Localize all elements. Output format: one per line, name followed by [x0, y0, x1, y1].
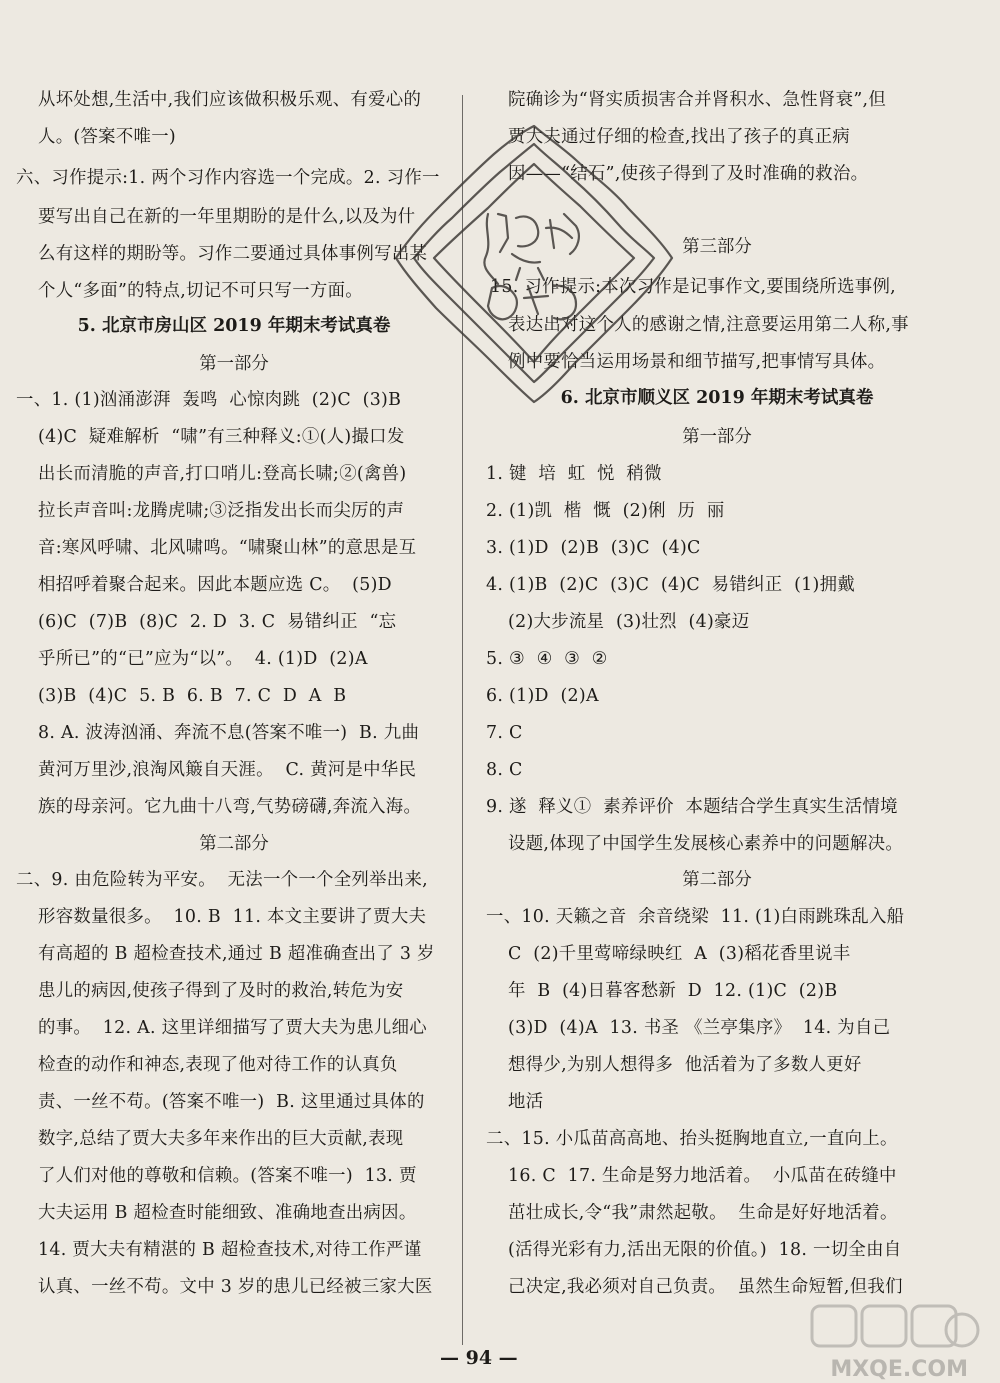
- text-line: 茁壮成长,令“我”肃然起敬。 生命是好好地活着。: [508, 1203, 898, 1223]
- text-line: 5. ③ ④ ③ ②: [486, 649, 608, 669]
- text-line: 的事。 12. A. 这里详细描写了贾大夫为患儿细心: [38, 1018, 427, 1038]
- part-heading: 第二部分: [682, 870, 752, 890]
- text-line: 9. 遂 释义① 素养评价 本题结合学生真实生活情境: [486, 797, 898, 817]
- text-line: 想得少,为别人想得多 他活着为了多数人更好: [508, 1055, 862, 1075]
- text-line: 二、15. 小瓜苗高高地、抬头挺胸地直立,一直向上。: [486, 1129, 898, 1149]
- text-line: 16. C 17. 生命是努力地活着。 小瓜苗在砖缝中: [508, 1166, 897, 1186]
- text-line: 二、9. 由危险转为平安。 无法一个一个全列举出来,: [16, 870, 429, 890]
- text-line: 有高超的 B 超检查技术,通过 B 超准确查出了 3 岁: [38, 944, 435, 964]
- text-line: 一、1. (1)汹涌澎湃 轰鸣 心惊肉跳 (2)C (3)B: [16, 390, 402, 410]
- text-line: 数字,总结了贾大夫多年来作出的巨大贡献,表现: [38, 1129, 404, 1149]
- text-line: 6. (1)D (2)A: [486, 686, 599, 706]
- text-line: 院确诊为“肾实质损害合并肾积水、急性肾衰”,但: [508, 90, 887, 110]
- text-line: 音:寒风呼啸、北风啸鸣。“啸聚山林”的意思是互: [38, 538, 417, 558]
- text-line: 么有这样的期盼等。习作二要通过具体事例写出某: [38, 244, 428, 264]
- text-line: 人。(答案不唯一): [38, 127, 177, 147]
- text-line: 贾大夫通过仔细的检查,找出了孩子的真正病: [508, 127, 850, 147]
- text-line: 相招呼着聚合起来。因此本题应选 C。 (5)D: [38, 575, 392, 595]
- text-line: 1. 键 培 虹 悦 稍微: [486, 464, 662, 484]
- watermark-text: MXQE.COM: [830, 1357, 968, 1382]
- text-line: 8. C: [486, 760, 523, 780]
- text-line: 例中要恰当运用场景和细节描写,把事情写具体。: [508, 352, 886, 372]
- part-heading: 第一部分: [682, 427, 752, 447]
- text-line: 己决定,我必须对自己负责。 虽然生命短暂,但我们: [508, 1277, 903, 1297]
- text-line: (3)B (4)C 5. B 6. B 7. C D A B: [38, 686, 347, 706]
- text-line: (4)C 疑难解析 “啸”有三种释义:①(人)撮口发: [38, 427, 405, 447]
- stamp-graphic: [388, 118, 680, 408]
- text-line: 形容数量很多。 10. B 11. 本文主要讲了贾大夫: [38, 907, 427, 927]
- text-line: 检查的动作和神态,表现了他对待工作的认真负: [38, 1055, 398, 1075]
- text-line: (3)D (4)A 13. 书圣 《兰亭集序》 14. 为自己: [508, 1018, 891, 1038]
- text-line: 2. (1)凯 楷 慨 (2)俐 历 丽: [486, 501, 725, 521]
- text-line: 4. (1)B (2)C (3)C (4)C 易错纠正 (1)拥戴: [486, 575, 856, 595]
- section-title: 6. 北京市顺义区 2019 年期末考试真卷: [560, 388, 874, 408]
- text-line: 个人“多面”的特点,切记不可只写一方面。: [38, 281, 363, 301]
- text-line: 要写出自己在新的一年里期盼的是什么,以及为什: [38, 207, 416, 227]
- part-heading: 第一部分: [199, 354, 269, 374]
- text-line: (活得光彩有力,活出无限的价值。) 18. 一切全由自: [508, 1240, 902, 1260]
- text-line: 族的母亲河。它九曲十八弯,气势磅礴,奔流入海。: [38, 797, 422, 817]
- text-line: 患儿的病因,使孩子得到了及时的救治,转危为安: [38, 981, 404, 1001]
- text-line: (6)C (7)B (8)C 2. D 3. C 易错纠正 “忘: [38, 612, 397, 632]
- text-line: 出长而清脆的声音,打口哨儿:登高长啸;②(禽兽): [38, 464, 407, 484]
- text-line: 7. C: [486, 723, 523, 743]
- text-line: 因——“结石”,使孩子得到了及时准确的救治。: [508, 164, 869, 184]
- text-line: C (2)千里莺啼绿映红 A (3)稻花香里说丰: [508, 944, 851, 964]
- part-heading: 第二部分: [199, 834, 269, 854]
- text-line: 责、一丝不苟。(答案不唯一) B. 这里通过具体的: [38, 1092, 425, 1112]
- text-line: 乎所已”的“已”应为“以”。 4. (1)D (2)A: [38, 649, 368, 669]
- text-line: 黄河万里沙,浪淘风簸自天涯。 C. 黄河是中华民: [38, 760, 417, 780]
- text-line: 表达出对这个人的感谢之情,注意要运用第二人称,事: [508, 315, 909, 335]
- text-line: 认真、一丝不苟。文中 3 岁的患儿已经被三家大医: [38, 1277, 433, 1297]
- text-line: 六、习作提示:1. 两个习作内容选一个完成。2. 习作一: [16, 168, 440, 188]
- text-line: 地活: [508, 1092, 544, 1112]
- text-line: 15. 习作提示:本次习作是记事作文,要围绕所选事例,: [490, 277, 897, 297]
- text-line: 了人们对他的尊敬和信赖。(答案不唯一) 13. 贾: [38, 1166, 417, 1186]
- text-line: 从坏处想,生活中,我们应该做积极乐观、有爱心的: [38, 90, 422, 110]
- section-title: 5. 北京市房山区 2019 年期末考试真卷: [77, 316, 391, 336]
- text-line: 一、10. 天籁之音 余音绕梁 11. (1)白雨跳珠乱入船: [486, 907, 905, 927]
- text-line: 8. A. 波涛汹涌、奔流不息(答案不唯一) B. 九曲: [38, 723, 420, 743]
- text-line: 3. (1)D (2)B (3)C (4)C: [486, 538, 701, 558]
- text-line: (2)大步流星 (3)壮烈 (4)豪迈: [508, 612, 750, 632]
- text-line: 设题,体现了中国学生发展核心素养中的问题解决。: [508, 834, 904, 854]
- text-line: 年 B (4)日暮客愁新 D 12. (1)C (2)B: [508, 981, 838, 1001]
- part-heading: 第三部分: [682, 237, 752, 257]
- text-line: 大夫运用 B 超检查时能细致、准确地查出病因。: [38, 1203, 417, 1223]
- page-number: — 94 —: [440, 1347, 518, 1369]
- text-line: 14. 贾大夫有精湛的 B 超检查技术,对待工作严谨: [38, 1240, 422, 1260]
- text-line: 拉长声音叫:龙腾虎啸;③泛指发出长而尖厉的声: [38, 501, 405, 521]
